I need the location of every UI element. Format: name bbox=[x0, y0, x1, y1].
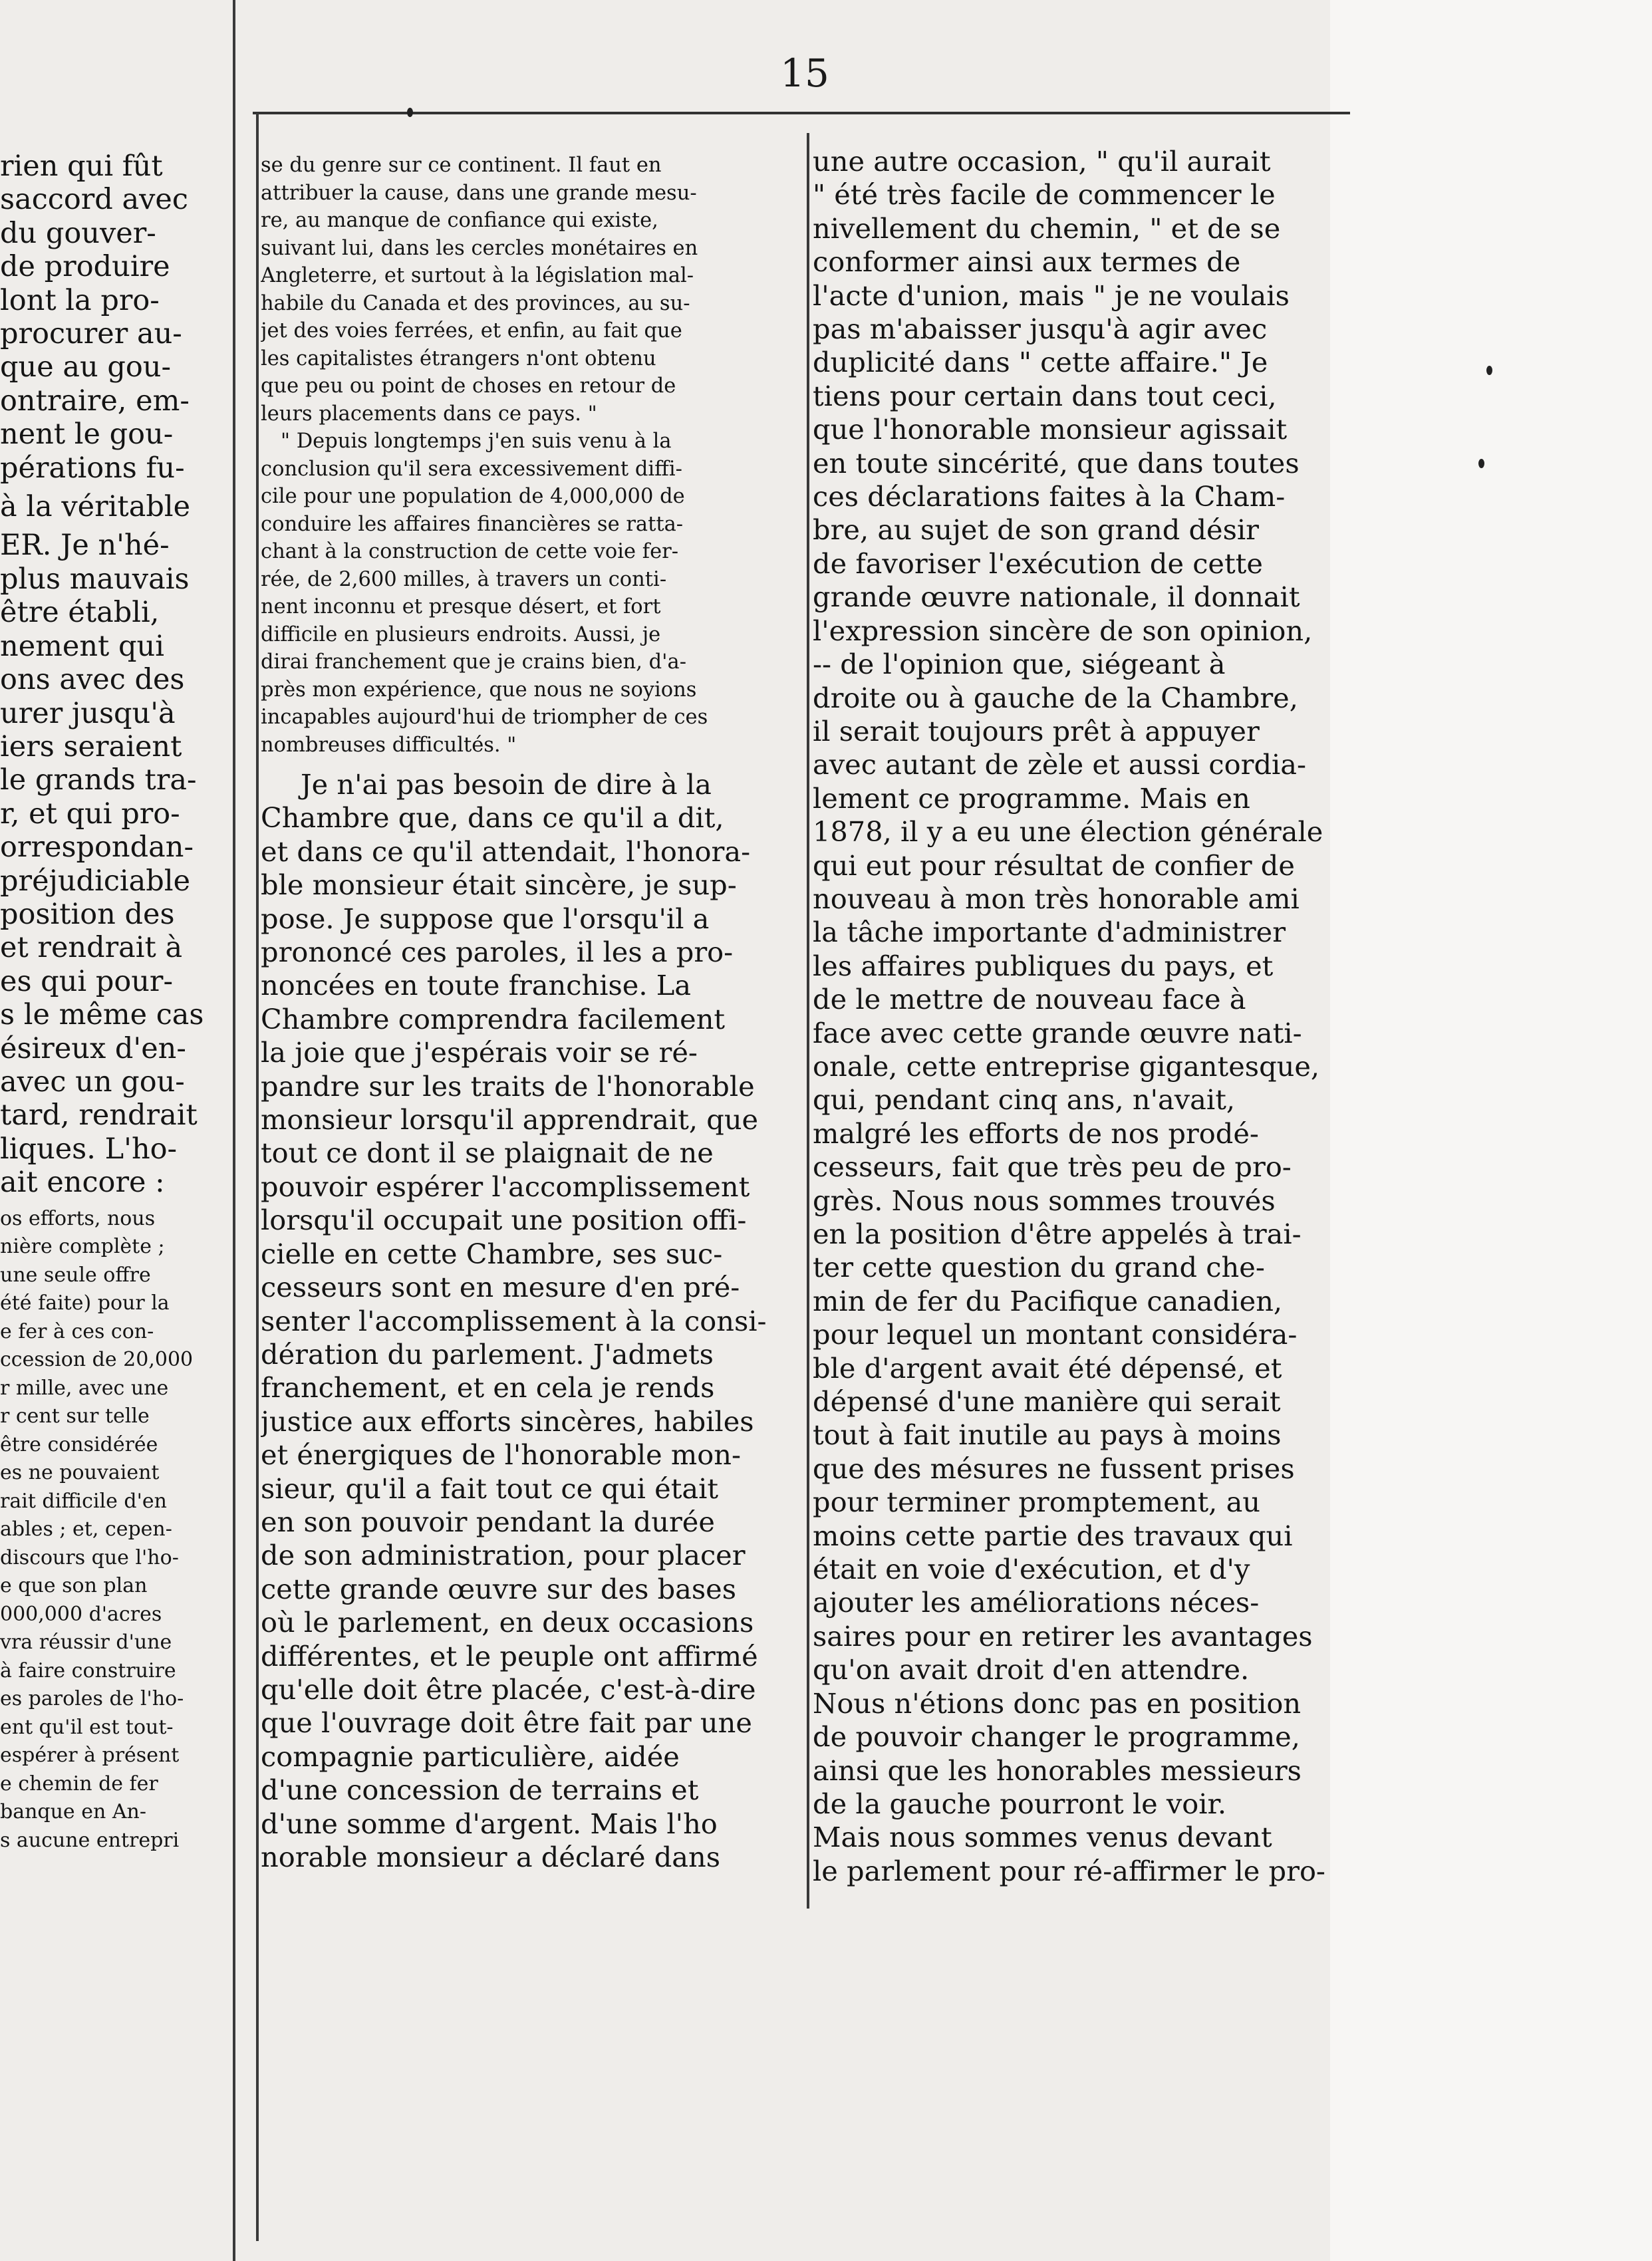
text-line: ajouter les améliorations néces- bbox=[813, 1586, 1260, 1619]
text-line: ent qu'il est tout- bbox=[0, 1715, 174, 1739]
text-line: e que son plan bbox=[0, 1574, 148, 1598]
text-line: es ne pouvaient bbox=[0, 1461, 160, 1485]
column-rule-middle-left bbox=[256, 113, 259, 2241]
text-line: Mais nous sommes venus devant bbox=[813, 1821, 1272, 1854]
text-line: d'une somme d'argent. Mais l'ho bbox=[261, 1807, 718, 1840]
text-line: " été très facile de commencer le bbox=[813, 178, 1276, 211]
text-line: r mille, avec une bbox=[0, 1376, 169, 1400]
text-line: Chambre que, dans ce qu'il a dit, bbox=[261, 801, 724, 835]
text-line: tiens pour certain dans tout ceci, bbox=[813, 379, 1277, 412]
text-line: lement ce programme. Mais en bbox=[813, 781, 1250, 815]
text-line: cette grande œuvre sur des bases bbox=[261, 1572, 737, 1605]
text-line: cesseurs, fait que très peu de pro- bbox=[813, 1150, 1292, 1184]
text-line: grande œuvre nationale, il donnait bbox=[813, 581, 1300, 614]
left-column-text bbox=[0, 150, 216, 1855]
text-line: plus mauvais bbox=[0, 562, 190, 596]
text-line: pérations fu- bbox=[0, 451, 185, 485]
text-line: était en voie d'exécution, et d'y bbox=[813, 1553, 1250, 1586]
text-line: la tâche importante d'administrer bbox=[813, 916, 1286, 949]
text-line: position des bbox=[0, 897, 175, 931]
text-line: ER. Je n'hé- bbox=[0, 529, 170, 563]
text-line: cesseurs sont en mesure d'en pré- bbox=[261, 1271, 740, 1304]
text-line: nent inconnu et presque désert, et fort bbox=[261, 595, 661, 618]
middle-column-text bbox=[261, 152, 799, 1874]
text-line: et dans ce qu'il attendait, l'honora- bbox=[261, 835, 751, 868]
text-line: nouveau à mon très honorable ami bbox=[813, 882, 1300, 915]
text-line: es qui pour- bbox=[0, 964, 174, 998]
text-line: tout ce dont il se plaignait de ne bbox=[261, 1136, 714, 1170]
text-line: duplicité dans " cette affaire." Je bbox=[813, 346, 1268, 379]
page-number: 15 bbox=[780, 51, 829, 96]
text-line: pour lequel un montant considéra- bbox=[813, 1318, 1298, 1351]
text-line: pour terminer promptement, au bbox=[813, 1486, 1261, 1519]
text-line: de produire bbox=[0, 250, 170, 284]
ink-speck bbox=[407, 108, 413, 117]
text-line: dépensé d'une manière qui serait bbox=[813, 1385, 1281, 1418]
text-line: attribuer la cause, dans une grande mesu- bbox=[261, 181, 697, 205]
text-line: incapables aujourd'hui de triompher de ces bbox=[261, 706, 708, 729]
text-line: rien qui fût bbox=[0, 150, 163, 183]
text-line: de la gauche pourront le voir. bbox=[813, 1787, 1227, 1820]
text-line: le grands tra- bbox=[0, 763, 197, 797]
text-line: tard, rendrait bbox=[0, 1099, 198, 1132]
header-rule bbox=[253, 112, 1350, 114]
text-line: dération du parlement. J'admets bbox=[261, 1337, 714, 1371]
page-margin bbox=[1330, 0, 1652, 2261]
text-line: droite ou à gauche de la Chambre, bbox=[813, 681, 1298, 714]
text-line: être considérée bbox=[0, 1432, 158, 1456]
text-line: bre, au sujet de son grand désir bbox=[813, 513, 1260, 547]
text-line: nent le gou- bbox=[0, 418, 174, 452]
ink-speck bbox=[1486, 366, 1492, 375]
text-line: nivellement du chemin, " et de se bbox=[813, 211, 1281, 245]
text-line: espérer à présent bbox=[0, 1744, 180, 1768]
text-line: une autre occasion, " qu'il aurait bbox=[813, 145, 1271, 178]
text-line: moins cette partie des travaux qui bbox=[813, 1519, 1293, 1552]
text-line: été faite) pour la bbox=[0, 1291, 170, 1315]
text-line: une seule offre bbox=[0, 1263, 151, 1287]
text-line: Nous n'étions donc pas en position bbox=[813, 1686, 1302, 1720]
text-line: s le même cas bbox=[0, 998, 204, 1032]
text-line: cielle en cette Chambre, ses suc- bbox=[261, 1237, 723, 1270]
text-line: re, au manque de confiance qui existe, bbox=[261, 209, 658, 232]
text-line: monsieur lorsqu'il apprendrait, que bbox=[261, 1103, 759, 1136]
text-line: 000,000 d'acres bbox=[0, 1602, 162, 1626]
right-column-text bbox=[813, 145, 1345, 1888]
text-line: conclusion qu'il sera excessivement diffi- bbox=[261, 457, 682, 481]
text-line: qu'elle doit être placée, c'est-à-dire bbox=[261, 1672, 756, 1706]
text-line: la joie que j'espérais voir se ré- bbox=[261, 1036, 698, 1069]
text-line: de le mettre de nouveau face à bbox=[813, 983, 1246, 1016]
text-line: compagnie particulière, aidée bbox=[261, 1740, 680, 1773]
text-line: être établi, bbox=[0, 596, 160, 630]
text-line: qui, pendant cinq ans, n'avait, bbox=[813, 1083, 1236, 1117]
text-line: se du genre sur ce continent. Il faut en bbox=[261, 154, 662, 177]
text-line: prononcé ces paroles, il les a pro- bbox=[261, 936, 734, 969]
text-line: nement qui bbox=[0, 629, 164, 663]
text-line: justice aux efforts sincères, habiles bbox=[261, 1404, 754, 1438]
text-line: Angleterre, et surtout à la législation mal- bbox=[261, 264, 694, 287]
text-line: r, et qui pro- bbox=[0, 797, 180, 831]
text-line: orrespondan- bbox=[0, 831, 194, 864]
text-line: ainsi que les honorables messieurs bbox=[813, 1754, 1302, 1787]
text-line: discours que l'ho- bbox=[0, 1545, 179, 1569]
text-line: chant à la construction de cette voie fer- bbox=[261, 540, 679, 563]
text-line: préjudiciable bbox=[0, 864, 191, 898]
text-line: iers seraient bbox=[0, 730, 182, 763]
text-line: " Depuis longtemps j'en suis venu à la bbox=[281, 430, 672, 453]
text-line: saires pour en retirer les avantages bbox=[813, 1619, 1313, 1653]
paragraph-gap bbox=[261, 759, 799, 768]
text-line: urer jusqu'à bbox=[0, 696, 176, 730]
text-line: os efforts, nous bbox=[0, 1206, 156, 1230]
text-line: min de fer du Pacifique canadien, bbox=[813, 1284, 1283, 1317]
text-line: que des mésures ne fussent prises bbox=[813, 1452, 1295, 1485]
text-line: tout à fait inutile au pays à moins bbox=[813, 1418, 1282, 1452]
text-line: saccord avec bbox=[0, 183, 188, 217]
text-line: du gouver- bbox=[0, 216, 156, 250]
text-line: qu'on avait droit d'en attendre. bbox=[813, 1653, 1250, 1686]
text-line: nombreuses difficultés. " bbox=[261, 733, 517, 757]
text-line: et rendrait à bbox=[0, 931, 183, 965]
text-line: rée, de 2,600 milles, à travers un conti- bbox=[261, 567, 667, 591]
text-line: onale, cette entreprise gigantesque, bbox=[813, 1049, 1320, 1083]
text-line: e fer à ces con- bbox=[0, 1319, 154, 1343]
text-line: ccession de 20,000 bbox=[0, 1348, 194, 1372]
text-line: il serait toujours prêt à appuyer bbox=[813, 714, 1260, 747]
text-line: à faire construire bbox=[0, 1659, 176, 1682]
text-line: de pouvoir changer le programme, bbox=[813, 1720, 1300, 1754]
text-line: lont la pro- bbox=[0, 283, 160, 317]
text-line: banque en An- bbox=[0, 1800, 146, 1824]
text-line: avec autant de zèle et aussi cordia- bbox=[813, 748, 1307, 781]
text-line: où le parlement, en deux occasions bbox=[261, 1606, 754, 1639]
text-line: ables ; et, cepen- bbox=[0, 1518, 172, 1541]
column-rule-left bbox=[233, 0, 235, 2261]
text-line: de son administration, pour placer bbox=[261, 1539, 746, 1572]
paragraph-gap bbox=[0, 1200, 216, 1205]
text-line: grès. Nous nous sommes trouvés bbox=[813, 1184, 1276, 1217]
text-line: différentes, et le peuple ont affirmé bbox=[261, 1639, 758, 1672]
text-line: s aucune entrepri bbox=[0, 1828, 180, 1852]
text-line: ontraire, em- bbox=[0, 384, 190, 418]
text-line: que l'ouvrage doit être fait par une bbox=[261, 1706, 752, 1740]
text-line: en toute sincérité, que dans toutes bbox=[813, 446, 1300, 479]
text-line: procurer au- bbox=[0, 317, 182, 351]
text-line: liques. L'ho- bbox=[0, 1132, 178, 1166]
text-line: -- de l'opinion que, siégeant à bbox=[813, 648, 1226, 681]
text-line: noncées en toute franchise. La bbox=[261, 969, 692, 1002]
text-line: le parlement pour ré-affirmer le pro- bbox=[813, 1854, 1325, 1887]
text-line: que peu ou point de choses en retour de bbox=[261, 374, 676, 398]
text-line: près mon expérience, que nous ne soyions bbox=[261, 678, 697, 702]
text-line: en la position d'être appelés à trai- bbox=[813, 1218, 1302, 1250]
text-line: en son pouvoir pendant la durée bbox=[261, 1505, 715, 1538]
text-line: malgré les efforts de nos prodé- bbox=[813, 1117, 1259, 1150]
text-line: vra réussir d'une bbox=[0, 1631, 172, 1655]
text-line: leurs placements dans ce pays. " bbox=[261, 402, 597, 426]
text-line: les capitalistes étrangers n'ont obtenu bbox=[261, 346, 656, 370]
paragraph-gap bbox=[0, 485, 216, 490]
text-line: qui eut pour résultat de confier de bbox=[813, 849, 1295, 882]
text-line: r cent sur telle bbox=[0, 1404, 150, 1428]
text-line: jet des voies ferrées, et enfin, au fait que bbox=[261, 319, 682, 342]
text-line: les affaires publiques du pays, et bbox=[813, 949, 1274, 982]
text-line: dirai franchement que je crains bien, d'a- bbox=[261, 650, 686, 674]
ink-speck bbox=[1478, 459, 1484, 468]
text-line: Chambre comprendra facilement bbox=[261, 1002, 726, 1035]
text-line: sieur, qu'il a fait tout ce qui était bbox=[261, 1472, 719, 1505]
text-line: pas m'abaisser jusqu'à agir avec bbox=[813, 313, 1268, 346]
text-line: d'une concession de terrains et bbox=[261, 1774, 699, 1807]
text-line: franchement, et en cela je rends bbox=[261, 1371, 715, 1404]
text-line: Je n'ai pas besoin de dire à la bbox=[301, 768, 712, 801]
text-line: norable monsieur a déclaré dans bbox=[261, 1841, 721, 1873]
text-line: ble monsieur était sincère, je sup- bbox=[261, 868, 737, 902]
text-line: rait difficile d'en bbox=[0, 1489, 167, 1513]
text-line: ait encore : bbox=[0, 1166, 165, 1200]
text-line: cile pour une population de 4,000,000 de bbox=[261, 485, 685, 508]
text-line: l'expression sincère de son opinion, bbox=[813, 614, 1313, 647]
text-line: et énergiques de l'honorable mon- bbox=[261, 1438, 741, 1472]
text-line: ces déclarations faites à la Cham- bbox=[813, 480, 1286, 513]
text-line: ésireux d'en- bbox=[0, 1031, 186, 1065]
text-line: habile du Canada et des provinces, au su- bbox=[261, 291, 690, 315]
text-line: ble d'argent avait été dépensé, et bbox=[813, 1351, 1282, 1385]
text-line: 1878, il y a eu une élection générale bbox=[813, 815, 1323, 849]
text-line: nière complète ; bbox=[0, 1235, 165, 1259]
text-line: ons avec des bbox=[0, 663, 185, 697]
text-line: que au gou- bbox=[0, 350, 171, 384]
text-line: senter l'accomplissement à la consi- bbox=[261, 1304, 767, 1337]
text-line: avec un gou- bbox=[0, 1065, 185, 1099]
text-line: que l'honorable monsieur agissait bbox=[813, 413, 1288, 446]
column-rule-middle-right bbox=[807, 133, 809, 1909]
text-line: l'acte d'union, mais " je ne voulais bbox=[813, 279, 1290, 312]
paragraph-gap bbox=[0, 523, 216, 529]
text-line: pandre sur les traits de l'honorable bbox=[261, 1069, 755, 1103]
text-line: conformer ainsi aux termes de bbox=[813, 245, 1241, 279]
text-line: ter cette question du grand che- bbox=[813, 1251, 1265, 1284]
text-line: suivant lui, dans les cercles monétaires en bbox=[261, 236, 698, 260]
text-line: e chemin de fer bbox=[0, 1772, 158, 1796]
text-line: pouvoir espérer l'accomplissement bbox=[261, 1170, 750, 1203]
text-line: difficile en plusieurs endroits. Aussi, je bbox=[261, 622, 661, 646]
text-line: lorsqu'il occupait une position offi- bbox=[261, 1204, 747, 1237]
text-line: es paroles de l'ho- bbox=[0, 1687, 184, 1711]
text-line: pose. Je suppose que l'orsqu'il a bbox=[261, 902, 710, 935]
text-line: face avec cette grande œuvre nati- bbox=[813, 1016, 1302, 1049]
text-line: de favoriser l'exécution de cette bbox=[813, 547, 1263, 580]
text-line: conduire les affaires financières se ratta- bbox=[261, 512, 684, 536]
text-line: à la véritable bbox=[0, 490, 191, 524]
